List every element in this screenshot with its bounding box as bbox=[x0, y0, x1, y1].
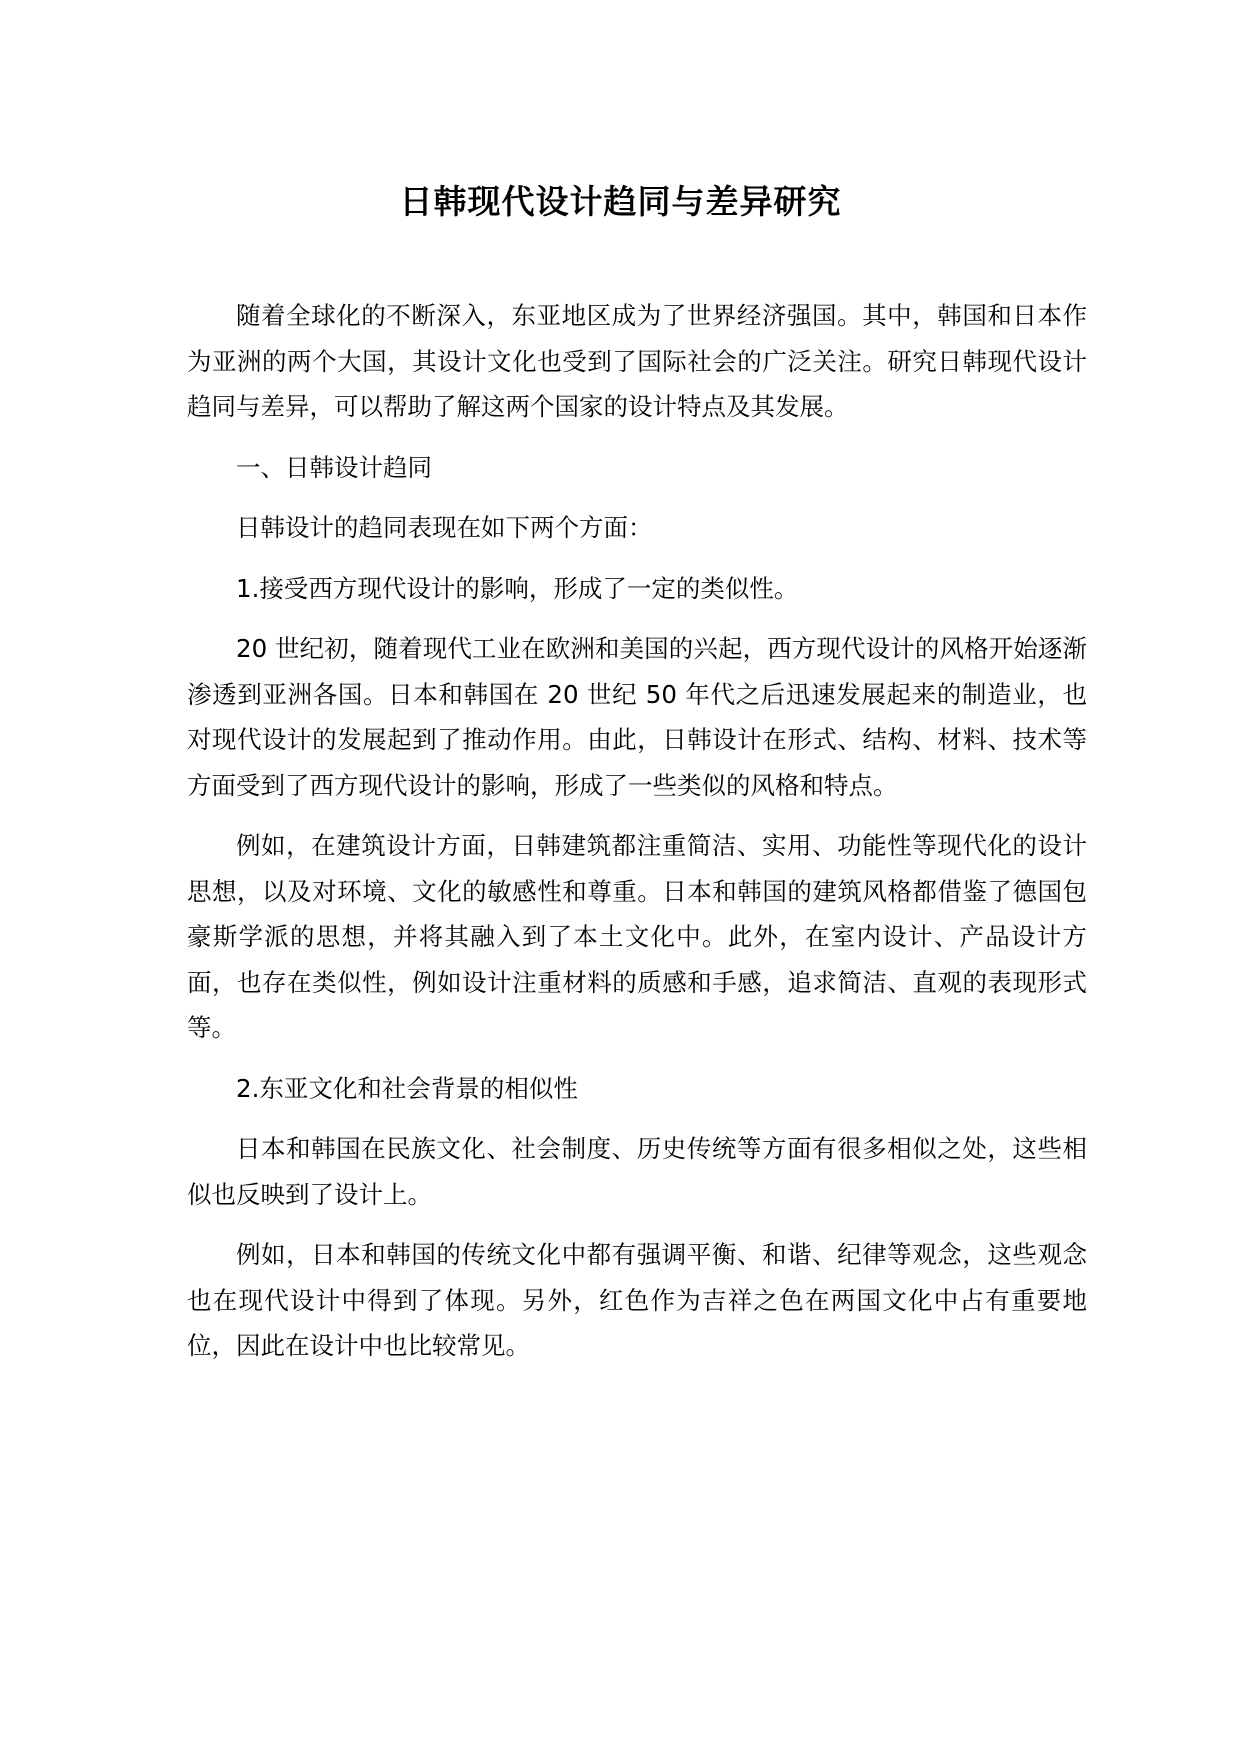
subheading-western-influence: 1.接受西方现代设计的影响，形成了一定的类似性。 bbox=[236, 573, 799, 603]
paragraph-tradition-example: 例如，日本和韩国的传统文化中都有强调平衡、和谐、纪律等观念，这些观念也在现代设计中得到了体现。另外，红色作为吉祥之色在两国文化中占有重要地位，因此在设计中也比较常见。 bbox=[187, 1240, 1087, 1360]
document-body bbox=[187, 293, 1087, 1384]
paragraph-architecture-example: 例如，在建筑设计方面，日韩建筑都注重简洁、实用、功能性等现代化的设计思想，以及对环境、文化的敏感性和尊重。日本和韩国的建筑风格都借鉴了德国包豪斯学派的思想，并将其融入到了本土文化中。此外，在室内设计、产品设计方面，也存在类似性，例如设计注重材料的质感和手感，追求简洁、直观的表现形式等。 bbox=[187, 831, 1087, 1042]
document-title: 日韩现代设计趋同与差异研究 bbox=[399, 182, 842, 221]
subheading-cultural-similarity: 2.东亚文化和社会背景的相似性 bbox=[236, 1073, 578, 1103]
paragraph-convergence-summary: 日韩设计的趋同表现在如下两个方面： bbox=[236, 513, 653, 542]
paragraph-cultural-similarity: 日本和韩国在民族文化、社会制度、历史传统等方面有很多相似之处，这些相似也反映到了设计上。 bbox=[187, 1134, 1087, 1209]
paragraph-western-influence: 20 世纪初，随着现代工业在欧洲和美国的兴起，西方现代设计的风格开始逐渐渗透到亚洲各国。日本和韩国在 20 世纪 50 年代之后迅速发展起来的制造业，也对现代设计的发展起到了推动作用。由此，日韩设计在形式、结构、材料、技术等方面受到了西方现代设计的影响，形成了一些类似的风格和特点。 bbox=[187, 634, 1087, 800]
paragraph-intro: 随着全球化的不断深入，东亚地区成为了世界经济强国。其中，韩国和日本作为亚洲的两个大国，其设计文化也受到了国际社会的广泛关注。研究日韩现代设计趋同与差异，可以帮助了解这两个国家的设计特点及其发展。 bbox=[187, 301, 1087, 421]
section-heading-convergence: 一、日韩设计趋同 bbox=[236, 452, 432, 482]
